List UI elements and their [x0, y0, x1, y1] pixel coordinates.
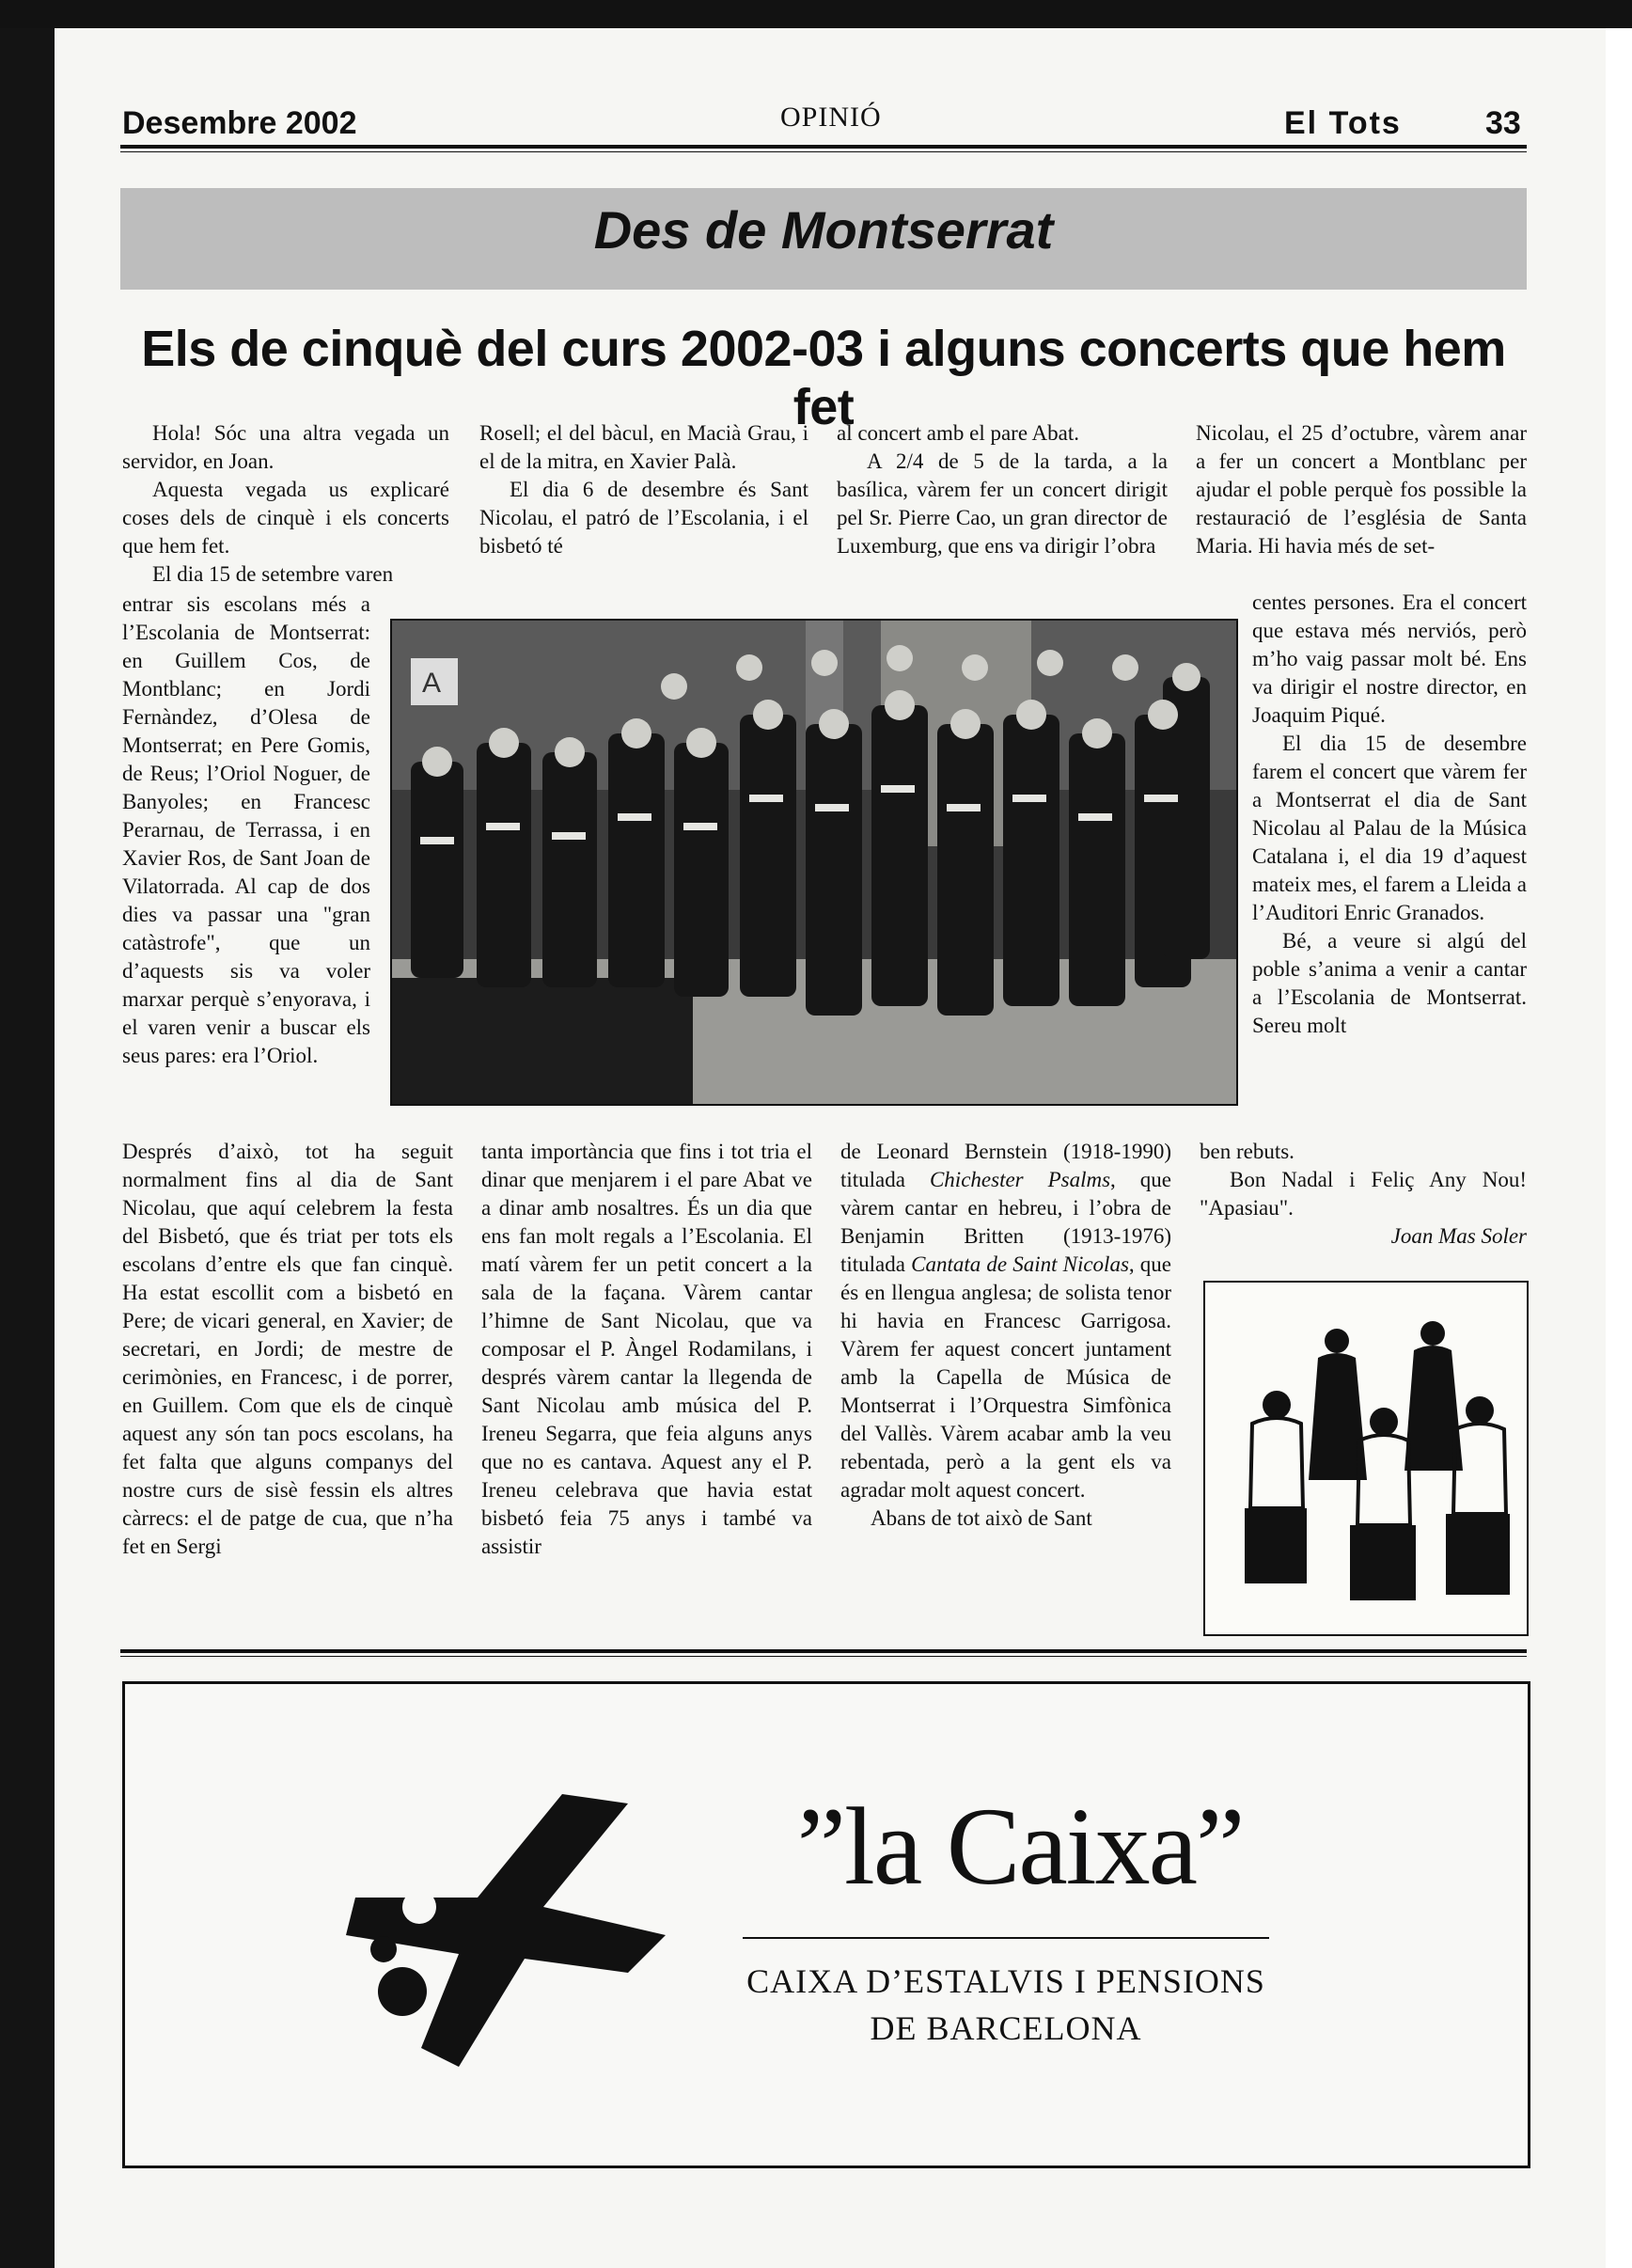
paragraph: ben rebuts.	[1200, 1140, 1295, 1163]
paragraph: A 2/4 de 5 de la tarda, a la basílica, vàrem fer un concert dirigit pel Sr. Pierre Cao, un gran director de Luxemburg, que ens va dirigir l’obra	[837, 449, 1168, 558]
footer-rule	[120, 1649, 1527, 1653]
paragraph	[840, 1138, 1171, 1504]
ad-tagline-line-2: DE BARCELONA	[870, 2009, 1142, 2047]
issue-date: Desembre 2002	[122, 105, 357, 141]
paragraph: Bé, a veure si algú del poble s’anima a venir a cantar a l’Escolania de Montserrat. Sereu molt	[1252, 929, 1527, 1037]
column-1-bottom	[122, 1138, 453, 1561]
ad-tagline-line-1: CAIXA D’ESTALVIS I PENSIONS	[746, 1962, 1265, 2000]
section-banner-title: Des de Montserrat	[593, 200, 1054, 260]
work-title: Chichester Psalms	[929, 1168, 1111, 1191]
column-3-top	[837, 419, 1168, 560]
footer-rule-thin	[120, 1656, 1527, 1657]
text-run: , que vàrem cantar en hebreu, i l’obra de Benjamin Britten (1913-1976) titulada	[840, 1168, 1171, 1276]
la-caixa-star-logo-icon	[346, 1794, 666, 2081]
choir-photo	[390, 619, 1238, 1106]
paragraph: Després d’això, tot ha seguit normalment fins al dia de Sant Nicolau, que aquí celebrem la festa del Bisbetó, que és triat per tots els escolans d’entre els que fan cinquè. Ha estat escollit com a bisbetó en Pere; de vicari general, en Xavier; de secretari, en Jordi; de mestre de cerimònies, en Francesc, i de porrer, en Guillem. Com que els de cinquè aquest any són tan pocs escolans, ha fet falta que alguns companys del nostre curs de sisè fessin els altres càrrecs: el de patge de cua, que n’ha fet en Sergi	[122, 1140, 453, 1558]
paragraph: centes persones. Era el concert que estava més nerviós, però m’ho vaig passar molt bé. Ens va dirigir el nostre director, en Joaquim Piqué.	[1252, 591, 1527, 727]
paragraph: Abans de tot això de Sant	[871, 1506, 1092, 1530]
publication-name: El Tots	[1284, 105, 1402, 141]
column-4-top	[1196, 419, 1527, 560]
column-2-bottom	[481, 1138, 812, 1561]
paragraph: Rosell; el del bàcul, en Macià Grau, i el de la mitra, en Xavier Palà.	[479, 421, 808, 473]
column-4-side	[1252, 589, 1527, 1040]
choir-boys-drawing	[1203, 1281, 1529, 1636]
author-signature: Joan Mas Soler	[1390, 1224, 1527, 1248]
paragraph: Bon Nadal i Feliç Any Nou! "Apasiau".	[1200, 1168, 1527, 1220]
header-rule-thin	[120, 151, 1527, 152]
work-title: Cantata de Saint Nicolas	[911, 1252, 1129, 1276]
paragraph: al concert amb el pare Abat.	[837, 421, 1079, 445]
page-number: 33	[1485, 105, 1521, 141]
la-caixa-advertisement	[122, 1681, 1530, 2168]
paragraph: El dia 6 de desembre és Sant Nicolau, el patró de l’Escolania, i el bisbetó té	[479, 478, 808, 558]
text-run: de Leonard Bernstein (1918-1990) titulada	[840, 1140, 1171, 1191]
svg-text:A: A	[422, 668, 442, 699]
paragraph: tanta importància que fins i tot tria el dinar que menjarem i el pare Abat ve a dinar amb nosaltres. És un dia que ens fan molt regals a l’Escolania. El matí vàrem fer un petit concert a la sala de la façana. Vàrem cantar l’himne de Sant Nicolau, que va composar el P. Àngel Rodamilans, i després vàrem cantar la llegenda de Sant Nicolau amb música del P. Ireneu Segarra, que feia alguns anys que no es cantava. Aquest any el P. Ireneu celebrava que havia estat bisbetó feia 75 anys i també va assistir	[481, 1140, 812, 1558]
paragraph: Aquesta vegada us explicaré coses dels de cinquè i els concerts que hem fet.	[122, 478, 449, 558]
choir-photo-illustration	[392, 621, 1236, 1104]
ad-divider	[743, 1937, 1269, 1939]
text-run: , que és en llengua anglesa; de solista tenor hi havia en Francesc Garrigosa. Vàrem fer aquest concert juntament amb la Capella de Música de Montserrat i l’Orquestra Simfònica del Vallès. Vàrem acabar amb la veu rebentada, però a la gent els va agradar molt aquest concert.	[840, 1252, 1171, 1502]
scan-top-edge	[0, 0, 1632, 28]
header-rule	[120, 145, 1527, 149]
column-1-side	[122, 591, 370, 1070]
column-4-bottom	[1200, 1138, 1527, 1251]
binding-edge	[0, 0, 55, 2268]
paragraph: entrar sis escolans més a l’Escolania de Montserrat: en Guillem Cos, de Montblanc; en Jordi Fernàndez, d’Olesa de Montserrat; en Pere Gomis, de Reus; l’Oriol Noguer, de Banyoles; en Francesc Perarnau, de Terrassa, i en Xavier Ros, de Sant Joan de Vilatorrada. Al cap de dos dies va passar una "gran catàstrofe", que un d’aquests sis va voler marxar perquè s’enyorava, i el varen venir a buscar els seus pares: era l’Oriol.	[122, 592, 370, 1067]
column-1-top	[122, 419, 449, 589]
paragraph: Hola! Sóc una altra vegada un servidor, en Joan.	[122, 421, 449, 473]
column-2-top	[479, 419, 808, 560]
column-3-bottom	[840, 1138, 1171, 1533]
la-caixa-wordmark: ”la Caixa”	[796, 1785, 1244, 1908]
choir-boys-illustration	[1205, 1283, 1527, 1634]
paragraph: Nicolau, el 25 d’octubre, vàrem anar a fer un concert a Montblanc per ajudar el poble perquè fos possible la restauració de l’església de Santa Maria. Hi havia més de set-	[1196, 421, 1527, 558]
article-headline: Els de cinquè del curs 2002-03 i alguns concerts que hem fet	[141, 321, 1506, 435]
paragraph: El dia 15 de setembre varen	[152, 562, 394, 586]
section-name: OPINIÓ	[780, 102, 882, 133]
paragraph: El dia 15 de desembre farem el concert que vàrem fer a Montserrat el dia de Sant Nicolau al Palau de la Música Catalana i, el dia 19 d’aquest mateix mes, el farem a Lleida a l’Auditori Enric Granados.	[1252, 732, 1527, 924]
